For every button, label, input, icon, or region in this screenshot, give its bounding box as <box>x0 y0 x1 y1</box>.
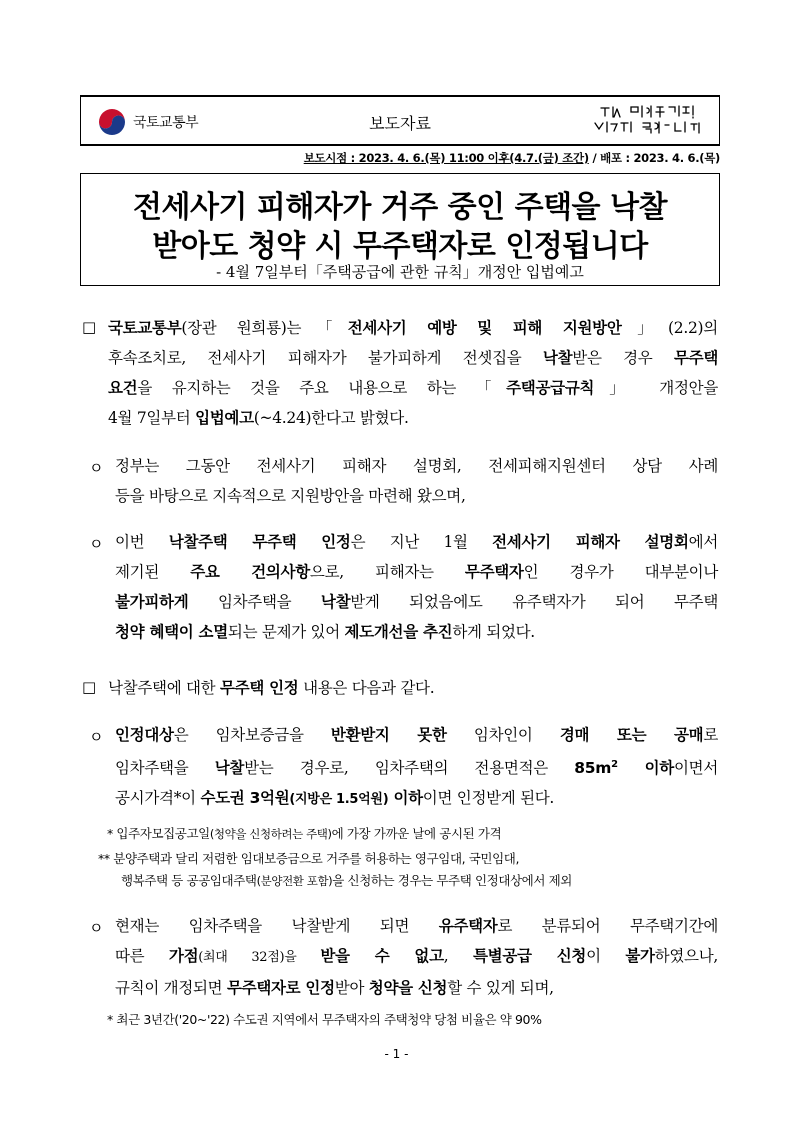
circle-bullet: ㅇ <box>89 535 104 553</box>
slogan-text: 다시 대한민국! 새로운 국민의 나라 <box>587 103 602 104</box>
subheadline: - 4월 7일부터「주택공급에 관한 규칙」개정안 입법예고 <box>216 263 584 281</box>
paragraph-background: 정부는 그동안 전세사기 피해자 설명회, 전세피해지원센터 상담 사례 등을 바탕으로 지속적으로 지원방안을 마련해 왔으며, <box>115 457 718 505</box>
headline-box <box>80 173 720 286</box>
circle-bullet: ㅇ <box>89 728 104 746</box>
square-bullet: □ <box>82 678 97 696</box>
circle-bullet: ㅇ <box>89 459 104 477</box>
square-bullet: □ <box>82 318 97 336</box>
distribution-date: / 배포 : 2023. 4. 6.(목) <box>588 151 720 165</box>
paragraph-eligibility: 인정대상은 임차보증금을 반환받지 못한 임차인이 경매 또는 공매로 임차주택을 낙찰받는 경우로, 임차주택의 전용면적은 $85m^2$ 이하이면서 공시가격*이 수도권 3억원(지방은 1.5억원) 이하이면 인정받게 된다. <box>115 726 719 808</box>
footnote-posted-price: * 입주자모집공고일(청약을 신청하려는 주택)에 가장 가까운 날에 공시된 가격 <box>107 826 502 841</box>
org-name: 국토교통부 <box>133 115 199 131</box>
paragraph-reason: 이번 낙찰주택 무주택 인정은 지난 1월 전세사기 피해자 설명회에서 제기된 주요 건의사항으로, 피해자는 무주택자인 경우가 대부분이나 불가피하게 임차주택을 낙찰받게 되었음에도 유주택자가 되어 무주택 청약 혜택이 소멸되는 문제가 있어 제도개선을 추진하게 되었다. <box>115 533 719 641</box>
page-number: - 1 - <box>384 1047 409 1061</box>
embargo-line <box>80 150 720 166</box>
press-release-label: 보도자료 <box>369 114 431 133</box>
release-time: 보도시점 : 2023. 4. 6.(목) 11:00 이후(4.7.(금) 조간) <box>303 151 589 165</box>
footnote-win-rate: * 최근 3년간('20~'22) 수도권 지역에서 무주택자의 주택청약 당첨 비율은 약 90% <box>107 1012 542 1027</box>
headline-line-1: 전세사기 피해자가 거주 중인 주택을 낙찰 <box>133 190 667 225</box>
headline-line-2: 받아도 청약 시 무주택자로 인정됩니다 <box>152 229 648 264</box>
circle-bullet: ㅇ <box>89 919 104 937</box>
paragraph-content-intro: 낙찰주택에 대한 무주택 인정 내용은 다음과 같다. <box>108 679 435 697</box>
paragraph-effect: 현재는 임차주택을 낙찰받게 되면 유주택자로 분류되어 무주택기간에 따른 가점(최대 32점)을 받을 수 없고, 특별공급 신청이 불가하였으나, 규칙이 개정되면 무주택자로 인정받아 청약을 신청할 수 있게 되며, <box>115 917 718 997</box>
press-header <box>80 95 720 146</box>
footnote-exclusion-cont: 행복주택 등 공공임대주택(분양전환 포함)을 신청하는 경우는 무주택 인정대상에서 제외 <box>121 873 572 888</box>
paragraph-intro: 국토교통부(장관 원희룡)는「전세사기 예방 및 피해 지원방안」(2.2)의 후속조치로, 전세사기 피해자가 불가피하게 전셋집을 낙찰받은 경우 무주택 요건을 유지하는 것을 주요 내용으로 하는 「주택공급규칙」 개정안을 4월 7일부터 입법예고(~4.24)한다고 밝혔다. <box>108 319 718 427</box>
footnote-exclusion: ** 분양주택과 달리 저렴한 임대보증금으로 거주를 허용하는 영구임대, 국민임대, <box>98 851 520 866</box>
slogan-handwriting <box>587 103 707 139</box>
